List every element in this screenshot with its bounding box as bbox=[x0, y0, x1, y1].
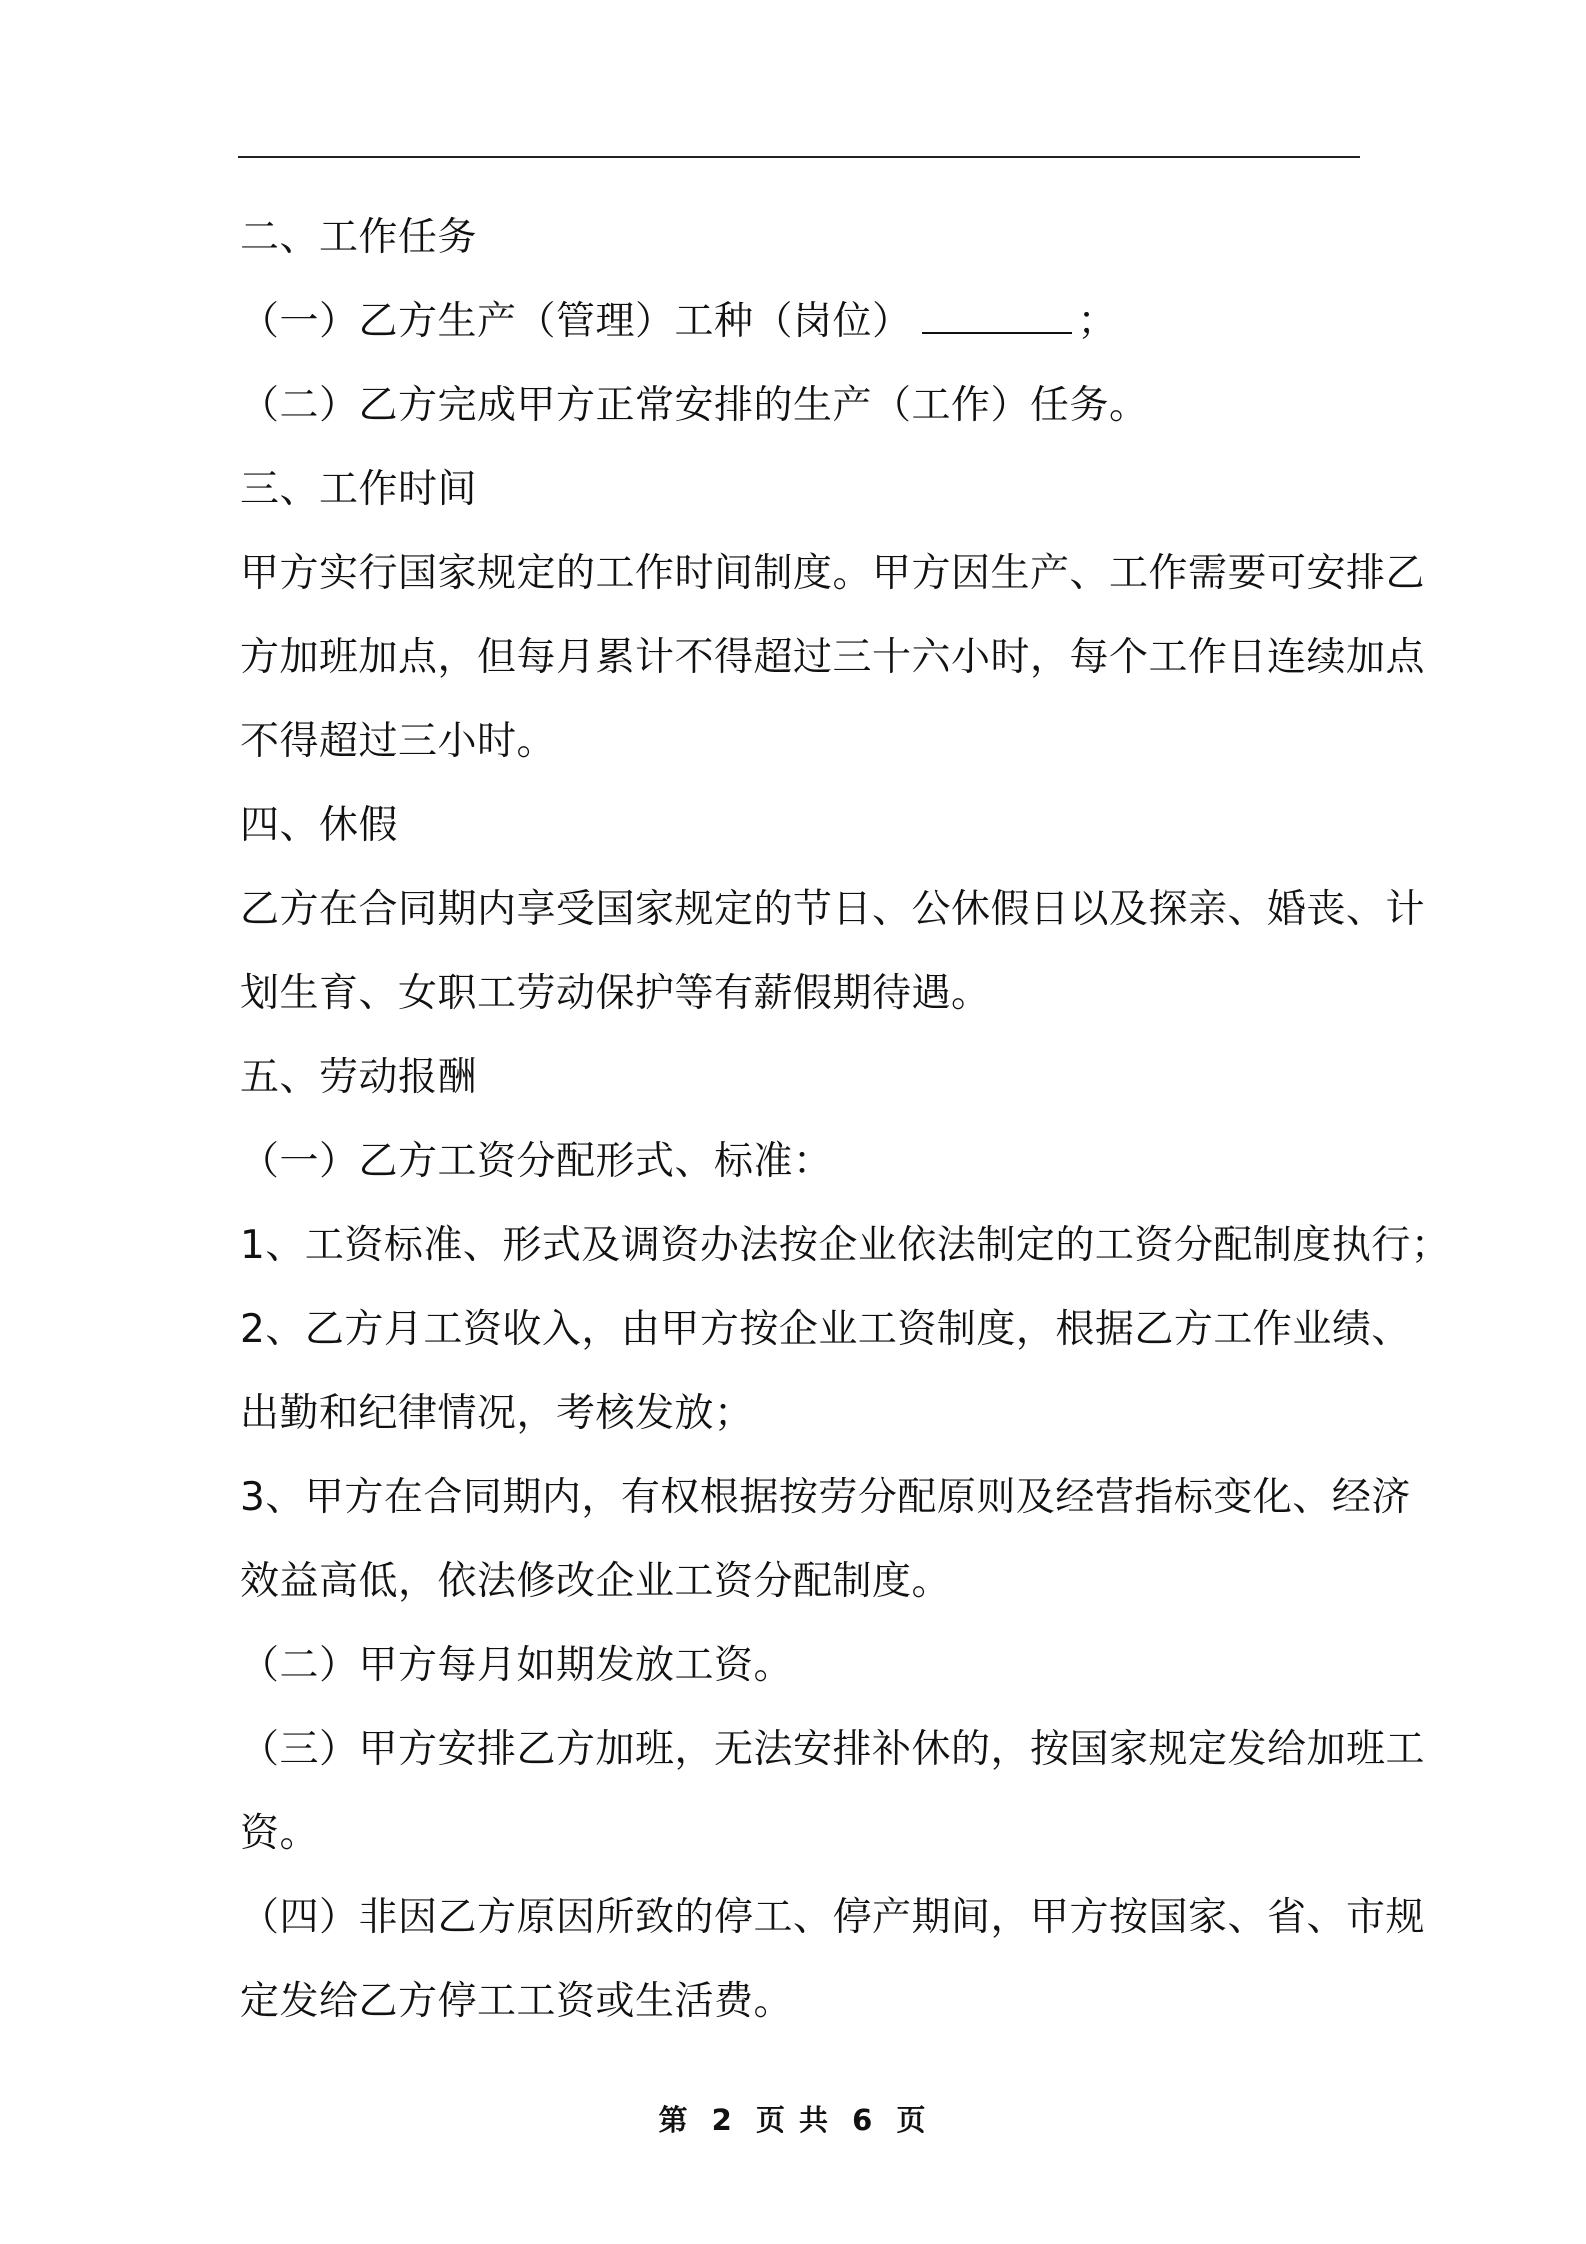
paragraph-line bbox=[240, 952, 1370, 1036]
line-text: （四）非因乙方原因所致的停工、停产期间，甲方按国家、省、市规 bbox=[240, 1895, 1426, 1940]
paragraph-line bbox=[240, 700, 1370, 784]
line-text: （二）乙方完成甲方正常安排的生产（工作）任务。 bbox=[240, 383, 1149, 428]
current-page-number: 2 bbox=[711, 2103, 734, 2137]
line-text: 四、休假 bbox=[240, 803, 399, 848]
line-suffix: ； bbox=[1077, 299, 1118, 344]
line-text: （二）甲方每月如期发放工资。 bbox=[240, 1643, 794, 1688]
paragraph-line bbox=[240, 1792, 1370, 1876]
section-heading-remuneration bbox=[240, 1036, 1370, 1120]
line-text: （三）甲方安排乙方加班，无法安排补休的，按国家规定发给加班工 bbox=[240, 1727, 1426, 1772]
line-text: 出勤和纪律情况，考核发放； bbox=[240, 1391, 754, 1436]
paragraph-line bbox=[240, 364, 1370, 448]
line-text: 五、劳动报酬 bbox=[240, 1055, 478, 1100]
job-position-line bbox=[240, 280, 1370, 364]
paragraph-line bbox=[240, 532, 1426, 616]
footer-prefix: 第 bbox=[658, 2103, 690, 2137]
header-rule bbox=[238, 156, 1360, 158]
paragraph-line bbox=[240, 1540, 1370, 1624]
paragraph-line bbox=[240, 1960, 1370, 2044]
paragraph-line bbox=[240, 1456, 1411, 1540]
footer-suffix: 页 bbox=[896, 2103, 928, 2137]
line-text: 定发给乙方停工工资或生活费。 bbox=[240, 1979, 794, 2024]
line-text: 三、工作时间 bbox=[240, 467, 478, 512]
paragraph-line bbox=[240, 1708, 1426, 1792]
paragraph-line bbox=[240, 1876, 1426, 1960]
line-text: 甲方实行国家规定的工作时间制度。甲方因生产、工作需要可安排乙 bbox=[240, 551, 1426, 596]
line-text: 乙方在合同期内享受国家规定的节日、公休假日以及探亲、婚丧、计 bbox=[240, 887, 1426, 932]
line-text: （一）乙方生产（管理）工种（岗位） bbox=[240, 299, 912, 344]
line-text: 1、工资标准、形式及调资办法按企业依法制定的工资分配制度执行； bbox=[240, 1223, 1451, 1268]
line-text: 方加班加点，但每月累计不得超过三十六小时，每个工作日连续加点 bbox=[240, 635, 1426, 680]
paragraph-line bbox=[240, 868, 1426, 952]
paragraph-line bbox=[240, 616, 1426, 700]
line-text: 二、工作任务 bbox=[240, 215, 478, 260]
line-text: 3、甲方在合同期内，有权根据按劳分配原则及经营指标变化、经济 bbox=[240, 1475, 1411, 1520]
line-text: （一）乙方工资分配形式、标准： bbox=[240, 1139, 833, 1184]
line-text: 2、乙方月工资收入，由甲方按企业工资制度，根据乙方工作业绩、 bbox=[240, 1307, 1411, 1352]
paragraph-line bbox=[240, 1204, 1451, 1288]
page-footer bbox=[0, 2098, 1586, 2139]
section-heading-work-tasks bbox=[240, 196, 1370, 280]
section-heading-work-hours bbox=[240, 448, 1370, 532]
job-position-blank[interactable] bbox=[922, 284, 1072, 334]
paragraph-line bbox=[240, 1120, 1370, 1204]
line-text: 不得超过三小时。 bbox=[240, 719, 557, 764]
paragraph-line bbox=[240, 1624, 1370, 1708]
document-body bbox=[240, 196, 1451, 2044]
total-pages-number: 6 bbox=[852, 2103, 875, 2137]
paragraph-line bbox=[240, 1372, 1370, 1456]
line-text: 效益高低，依法修改企业工资分配制度。 bbox=[240, 1559, 952, 1604]
footer-middle: 页 共 bbox=[755, 2103, 831, 2137]
line-text: 划生育、女职工劳动保护等有薪假期待遇。 bbox=[240, 971, 991, 1016]
section-heading-leave bbox=[240, 784, 1370, 868]
paragraph-line bbox=[240, 1288, 1411, 1372]
line-text: 资。 bbox=[240, 1811, 320, 1856]
